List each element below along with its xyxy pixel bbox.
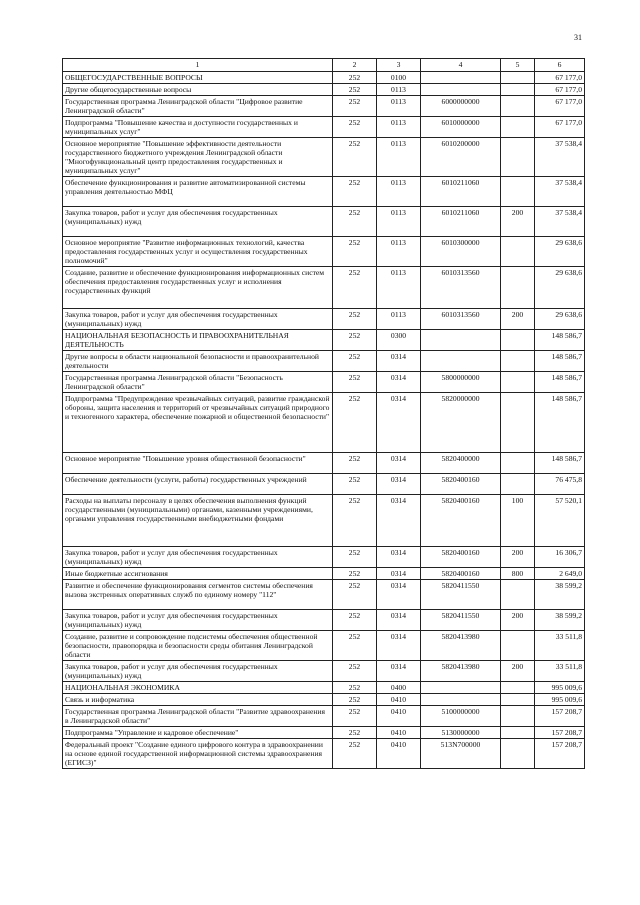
- type-cell: [501, 177, 535, 207]
- code-cell: 252: [333, 739, 377, 769]
- section-cell: 0314: [377, 580, 421, 610]
- code-cell: 252: [333, 117, 377, 138]
- desc-cell: НАЦИОНАЛЬНАЯ БЕЗОПАСНОСТЬ И ПРАВООХРАНИТЕЛЬНАЯ ДЕЯТЕЛЬНОСТЬ: [63, 330, 333, 351]
- code-cell: 252: [333, 694, 377, 706]
- code-cell: 252: [333, 351, 377, 372]
- type-cell: [501, 474, 535, 495]
- header-cell: 3: [377, 59, 421, 72]
- code-cell: 252: [333, 393, 377, 453]
- section-cell: 0100: [377, 72, 421, 84]
- table-row: [63, 138, 585, 177]
- amount-cell: 2 649,0: [535, 568, 585, 580]
- code-cell: 252: [333, 309, 377, 330]
- amount-cell: 157 208,7: [535, 739, 585, 769]
- target-cell: 5800000000: [421, 372, 501, 393]
- type-cell: 200: [501, 610, 535, 631]
- table-row: [63, 682, 585, 694]
- target-cell: 5820413980: [421, 631, 501, 661]
- code-cell: 252: [333, 330, 377, 351]
- desc-cell: Закупка товаров, работ и услуг для обеспечения государственных (муниципальных) нужд: [63, 547, 333, 568]
- type-cell: [501, 351, 535, 372]
- table-row: [63, 96, 585, 117]
- amount-cell: 157 208,7: [535, 727, 585, 739]
- header-cell: 1: [63, 59, 333, 72]
- code-cell: 252: [333, 610, 377, 631]
- section-cell: 0113: [377, 267, 421, 309]
- desc-cell: Закупка товаров, работ и услуг для обеспечения государственных (муниципальных) нужд: [63, 309, 333, 330]
- type-cell: [501, 682, 535, 694]
- table-row: [63, 631, 585, 661]
- target-cell: [421, 330, 501, 351]
- code-cell: 252: [333, 547, 377, 568]
- type-cell: [501, 453, 535, 474]
- desc-cell: Основное мероприятие "Повышение уровня общественной безопасности": [63, 453, 333, 474]
- target-cell: 6010313560: [421, 309, 501, 330]
- type-cell: [501, 72, 535, 84]
- amount-cell: 29 638,6: [535, 309, 585, 330]
- section-cell: 0314: [377, 351, 421, 372]
- amount-cell: 29 638,6: [535, 237, 585, 267]
- type-cell: [501, 237, 535, 267]
- amount-cell: 38 599,2: [535, 580, 585, 610]
- type-cell: [501, 117, 535, 138]
- table-row: [63, 495, 585, 547]
- desc-cell: ОБЩЕГОСУДАРСТВЕННЫЕ ВОПРОСЫ: [63, 72, 333, 84]
- desc-cell: Государственная программа Ленинградской области "Цифровое развитие Ленинградской области": [63, 96, 333, 117]
- desc-cell: Связь и информатика: [63, 694, 333, 706]
- desc-cell: Закупка товаров, работ и услуг для обеспечения государственных (муниципальных) нужд: [63, 610, 333, 631]
- section-cell: 0314: [377, 393, 421, 453]
- table-row: [63, 72, 585, 84]
- amount-cell: 33 511,8: [535, 631, 585, 661]
- type-cell: [501, 631, 535, 661]
- desc-cell: Создание, развитие и обеспечение функционирования информационных систем обеспечения предоставления государственных услуг и исполнения государственных функций: [63, 267, 333, 309]
- code-cell: 252: [333, 237, 377, 267]
- desc-cell: Основное мероприятие "Развитие информационных технологий, качества предоставления государственных услуг и осуществления государственных полномочий": [63, 237, 333, 267]
- desc-cell: Закупка товаров, работ и услуг для обеспечения государственных (муниципальных) нужд: [63, 207, 333, 237]
- amount-cell: 37 538,4: [535, 207, 585, 237]
- amount-cell: 38 599,2: [535, 610, 585, 631]
- amount-cell: 157 208,7: [535, 706, 585, 727]
- section-cell: 0300: [377, 330, 421, 351]
- desc-cell: Создание, развитие и сопровождение подсистемы обеспечения общественной безопасности, правопорядка и безопасности среды обитания Ленинградской области: [63, 631, 333, 661]
- target-cell: 6000000000: [421, 96, 501, 117]
- table-row: [63, 372, 585, 393]
- type-cell: [501, 84, 535, 96]
- desc-cell: Развитие и обеспечение функционирования сегментов системы обеспечения вызова экстренных оперативных служб по единому номеру "112": [63, 580, 333, 610]
- code-cell: 252: [333, 72, 377, 84]
- desc-cell: Основное мероприятие "Повышение эффективности деятельности государственного бюджетного учреждения Ленинградской области "Многофункциональный центр предоставления государственных и муниципальных услуг": [63, 138, 333, 177]
- section-cell: 0113: [377, 237, 421, 267]
- target-cell: [421, 682, 501, 694]
- target-cell: 6010211060: [421, 177, 501, 207]
- table-row: [63, 568, 585, 580]
- table-row: [63, 237, 585, 267]
- table-row: [63, 393, 585, 453]
- code-cell: 252: [333, 138, 377, 177]
- table-row: [63, 267, 585, 309]
- table-row: [63, 739, 585, 769]
- header-cell: 2: [333, 59, 377, 72]
- target-cell: 6010000000: [421, 117, 501, 138]
- type-cell: [501, 138, 535, 177]
- code-cell: 252: [333, 267, 377, 309]
- table-row: [63, 474, 585, 495]
- desc-cell: Иные бюджетные ассигнования: [63, 568, 333, 580]
- target-cell: 5820400160: [421, 495, 501, 547]
- target-cell: 6010211060: [421, 207, 501, 237]
- type-cell: [501, 706, 535, 727]
- amount-cell: 148 586,7: [535, 393, 585, 453]
- code-cell: 252: [333, 177, 377, 207]
- section-cell: 0113: [377, 177, 421, 207]
- type-cell: [501, 694, 535, 706]
- desc-cell: Обеспечение деятельности (услуги, работы) государственных учреждений: [63, 474, 333, 495]
- section-cell: 0113: [377, 309, 421, 330]
- target-cell: [421, 84, 501, 96]
- amount-cell: 29 638,6: [535, 267, 585, 309]
- amount-cell: 67 177,0: [535, 72, 585, 84]
- amount-cell: 995 009,6: [535, 682, 585, 694]
- code-cell: 252: [333, 474, 377, 495]
- desc-cell: Государственная программа Ленинградской области "Безопасность Ленинградской области": [63, 372, 333, 393]
- amount-cell: 148 586,7: [535, 453, 585, 474]
- type-cell: [501, 580, 535, 610]
- target-cell: 6010313560: [421, 267, 501, 309]
- code-cell: 252: [333, 682, 377, 694]
- target-cell: 5820000000: [421, 393, 501, 453]
- section-cell: 0113: [377, 138, 421, 177]
- section-cell: 0314: [377, 495, 421, 547]
- type-cell: 200: [501, 661, 535, 682]
- section-cell: 0314: [377, 372, 421, 393]
- section-cell: 0314: [377, 547, 421, 568]
- target-cell: 5820400160: [421, 474, 501, 495]
- table-row: [63, 706, 585, 727]
- desc-cell: Закупка товаров, работ и услуг для обеспечения государственных (муниципальных) нужд: [63, 661, 333, 682]
- table-row: [63, 84, 585, 96]
- desc-cell: Подпрограмма "Управление и кадровое обеспечение": [63, 727, 333, 739]
- section-cell: 0314: [377, 474, 421, 495]
- desc-cell: Обеспечение функционирования и развитие автоматизированной системы управления деятельностью МФЦ: [63, 177, 333, 207]
- target-cell: 5820411550: [421, 610, 501, 631]
- table-row: [63, 309, 585, 330]
- target-cell: 6010300000: [421, 237, 501, 267]
- code-cell: 252: [333, 207, 377, 237]
- code-cell: 252: [333, 84, 377, 96]
- type-cell: 200: [501, 309, 535, 330]
- section-cell: 0314: [377, 661, 421, 682]
- section-cell: 0410: [377, 727, 421, 739]
- desc-cell: Федеральный проект "Создание единого цифрового контура в здравоохранении на основе единой государственной информационной системы здравоохранения (ЕГИСЗ)": [63, 739, 333, 769]
- section-cell: 0113: [377, 207, 421, 237]
- desc-cell: Подпрограмма "Предупреждение чрезвычайных ситуаций, развитие гражданской обороны, защита населения и территорий от чрезвычайных ситуаций природного и техногенного характера, обеспечение пожарной и общественной безопасности": [63, 393, 333, 453]
- section-cell: 0314: [377, 610, 421, 631]
- target-cell: 5820411550: [421, 580, 501, 610]
- code-cell: 252: [333, 495, 377, 547]
- type-cell: [501, 267, 535, 309]
- amount-cell: 76 475,8: [535, 474, 585, 495]
- section-cell: 0314: [377, 631, 421, 661]
- table-row: [63, 351, 585, 372]
- header-cell: 6: [535, 59, 585, 72]
- section-cell: 0314: [377, 568, 421, 580]
- type-cell: [501, 739, 535, 769]
- amount-cell: 67 177,0: [535, 84, 585, 96]
- table-row: [63, 177, 585, 207]
- type-cell: 200: [501, 547, 535, 568]
- section-cell: 0410: [377, 739, 421, 769]
- type-cell: 800: [501, 568, 535, 580]
- header-cell: 4: [421, 59, 501, 72]
- target-cell: 5820413980: [421, 661, 501, 682]
- target-cell: [421, 72, 501, 84]
- type-cell: [501, 727, 535, 739]
- amount-cell: 67 177,0: [535, 117, 585, 138]
- target-cell: 5820400160: [421, 547, 501, 568]
- table-row: [63, 330, 585, 351]
- section-cell: 0113: [377, 117, 421, 138]
- table-row: [63, 207, 585, 237]
- type-cell: [501, 330, 535, 351]
- section-cell: 0410: [377, 706, 421, 727]
- amount-cell: 148 586,7: [535, 330, 585, 351]
- code-cell: 252: [333, 580, 377, 610]
- amount-cell: 57 520,1: [535, 495, 585, 547]
- section-cell: 0410: [377, 694, 421, 706]
- desc-cell: Другие общегосударственные вопросы: [63, 84, 333, 96]
- section-cell: 0400: [377, 682, 421, 694]
- section-cell: 0113: [377, 84, 421, 96]
- type-cell: 100: [501, 495, 535, 547]
- code-cell: 252: [333, 372, 377, 393]
- type-cell: [501, 372, 535, 393]
- table-row: [63, 117, 585, 138]
- table-header-row: [63, 59, 585, 72]
- table-row: [63, 727, 585, 739]
- target-cell: [421, 694, 501, 706]
- amount-cell: 37 538,4: [535, 177, 585, 207]
- target-cell: 5820400000: [421, 453, 501, 474]
- amount-cell: 67 177,0: [535, 96, 585, 117]
- table-row: [63, 694, 585, 706]
- budget-table: [62, 58, 585, 769]
- code-cell: 252: [333, 568, 377, 580]
- table-row: [63, 610, 585, 631]
- amount-cell: 16 306,7: [535, 547, 585, 568]
- target-cell: [421, 351, 501, 372]
- section-cell: 0113: [377, 96, 421, 117]
- type-cell: 200: [501, 207, 535, 237]
- code-cell: 252: [333, 706, 377, 727]
- table-row: [63, 580, 585, 610]
- desc-cell: Государственная программа Ленинградской области "Развитие здравоохранения в Ленинградской области": [63, 706, 333, 727]
- type-cell: [501, 393, 535, 453]
- table-row: [63, 661, 585, 682]
- section-cell: 0314: [377, 453, 421, 474]
- target-cell: 5820400160: [421, 568, 501, 580]
- type-cell: [501, 96, 535, 117]
- amount-cell: 995 009,6: [535, 694, 585, 706]
- desc-cell: Подпрограмма "Повышение качества и доступности государственных и муниципальных услуг": [63, 117, 333, 138]
- desc-cell: Расходы на выплаты персоналу в целях обеспечения выполнения функций государственными (муниципальными) органами, казенными учреждениями, органами управления государственными внебюджетными фондами: [63, 495, 333, 547]
- target-cell: 5100000000: [421, 706, 501, 727]
- desc-cell: НАЦИОНАЛЬНАЯ ЭКОНОМИКА: [63, 682, 333, 694]
- table-row: [63, 453, 585, 474]
- table-row: [63, 547, 585, 568]
- page-number: 31: [574, 33, 582, 42]
- code-cell: 252: [333, 631, 377, 661]
- target-cell: 513N700000: [421, 739, 501, 769]
- target-cell: 6010200000: [421, 138, 501, 177]
- code-cell: 252: [333, 661, 377, 682]
- desc-cell: Другие вопросы в области национальной безопасности и правоохранительной деятельности: [63, 351, 333, 372]
- code-cell: 252: [333, 453, 377, 474]
- header-cell: 5: [501, 59, 535, 72]
- amount-cell: 33 511,8: [535, 661, 585, 682]
- code-cell: 252: [333, 96, 377, 117]
- target-cell: 5130000000: [421, 727, 501, 739]
- amount-cell: 37 538,4: [535, 138, 585, 177]
- code-cell: 252: [333, 727, 377, 739]
- amount-cell: 148 586,7: [535, 372, 585, 393]
- amount-cell: 148 586,7: [535, 351, 585, 372]
